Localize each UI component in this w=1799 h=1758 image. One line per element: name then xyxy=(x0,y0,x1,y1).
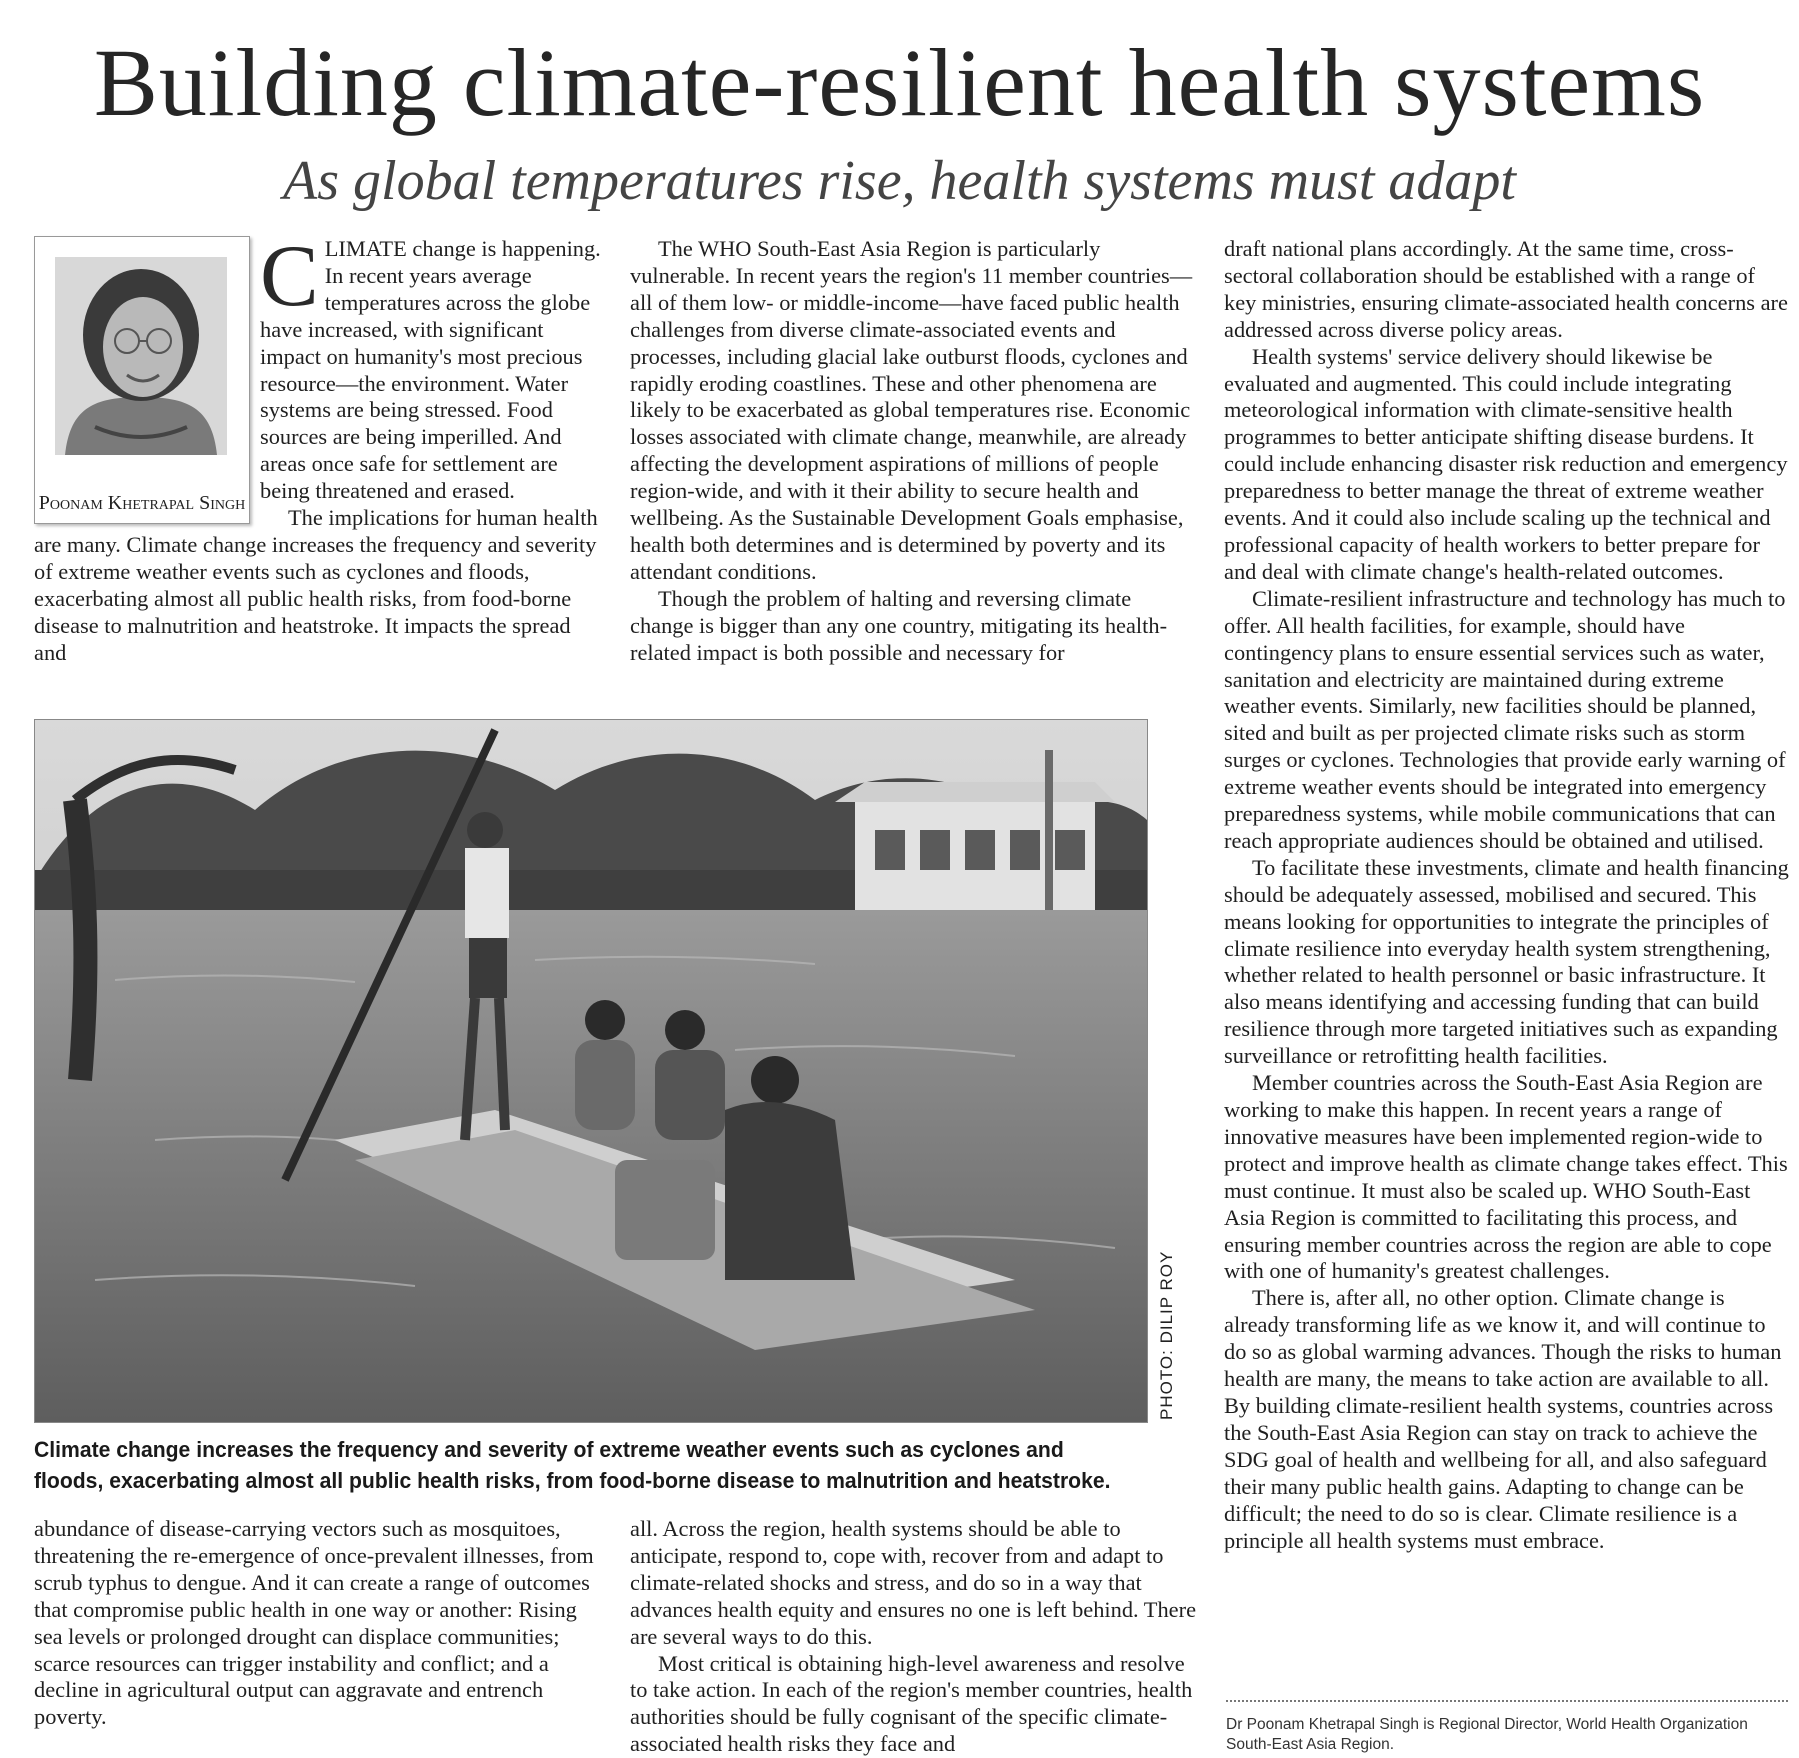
flood-raft-photo xyxy=(34,719,1148,1423)
paragraph-8: To facilitate these investments, climate and health financing should be adequately assessed, mobilised and secured. This means looking for opportunities to integrate the principles of climate resilience into everyday health system strengthening, whether related to health personnel or basic infrastructure. It also means identifying and accessing funding that can build resilience through more targeted initiatives such as expanding surveillance or retrofitting health facilities. xyxy=(1224,854,1789,1069)
paragraph-7: Climate-resilient infrastructure and technology has much to offer. All health facilities, for example, should have contingency plans to ensure essential services such as water, sanitation and electricity are maintained during extreme weather events. Similarly, new facilities should be planned, sited and built as per projected climate risks such as storm surges or cyclones. Technologies that provide early warning of extreme weather events should be integrated into emergency preparedness systems, while mobile communications that can reach appropriate audiences should be obtained and utilised. xyxy=(1224,585,1786,853)
photo-credit: PHOTO: DILIP ROY xyxy=(1157,1250,1176,1420)
footnote-divider xyxy=(1226,1700,1788,1702)
photo-caption: Climate change increases the frequency and severity of extreme weather events such as cyclones and floods, exacerbating almost all public health risks, from food-borne disease to malnutrition and heatstroke. xyxy=(34,1437,1111,1493)
paragraph-1: LIMATE change is happening. In recent years average temperatures across the globe have increased, with significant impact on humanity's most precious resource—the environment. Water systems are being stressed. Food sources are being imperilled. And areas once safe for settlement are being threatened and erased. xyxy=(260,236,601,504)
paragraph-2-continued: abundance of disease-carrying vectors such as mosquitoes, threatening the re-emergence of once-prevalent illnesses, from scrub typhus to dengue. And it can create a range of outcomes that compromise public health in one way or another: Rising sea levels or prolonged drought can displace communities; scarce resources can trigger instability and conflict; and a decline in agricultural output can aggravate and entrench poverty. xyxy=(34,1516,594,1730)
paragraph-4-start: Though the problem of halting and reversing climate change is bigger than any one country, mitigating its health-related impact is both possible and necessary for xyxy=(630,585,1168,665)
paragraph-5-start: Most critical is obtaining high-level awareness and resolve to take action. In each of the region's member countries, health authorities should be fully cognisant of the specific climate-associated health risks they face and xyxy=(630,1650,1193,1757)
author-byline: Poonam Khetrapal Singh xyxy=(38,492,246,514)
column-1-bottom xyxy=(34,1516,602,1731)
deck-subtitle: As global temperatures rise, health systems must adapt xyxy=(283,150,1516,212)
author-footnote: Dr Poonam Khetrapal Singh is Regional Director, World Health Organization South-East Asia Region. xyxy=(1226,1716,1748,1753)
paragraph-9: Member countries across the South-East Asia Region are working to make this happen. In recent years a range of innovative measures have been implemented region-wide to protect and improve health as climate change takes effect. This must continue. It must also be scaled up. WHO South-East Asia Region is committed to facilitating this process, and ensuring member countries across the region are able to cope with one of humanity's greatest challenges. xyxy=(1224,1070,1788,1284)
paragraph-4-continued: all. Across the region, health systems should be able to anticipate, respond to, cope with, recover from and adapt to climate-related shocks and stress, and do so in a way that advances health equity and ensures no one is left behind. There are several ways to do this. xyxy=(630,1516,1197,1649)
drop-cap: C xyxy=(260,228,319,325)
paragraph-2-start: The implications for human health are many. Climate change increases the frequency and severity of extreme weather events such as cyclones and floods, exacerbating almost all public health risks, from food-borne disease to malnutrition and heatstroke. It impacts the spread and xyxy=(34,505,598,665)
column-3 xyxy=(1224,236,1790,1554)
paragraph-6: Health systems' service delivery should likewise be evaluated and augmented. This could include integrating meteorological information with climate-sensitive health programmes to better anticipate shifting disease burdens. It could include enhancing disaster risk reduction and emergency preparedness to better manage the threat of extreme weather events. And it could also include scaling up the technical and professional capacity of health workers to better prepare for and deal with climate change's health-related outcomes. xyxy=(1224,343,1788,584)
paragraph-10: There is, after all, no other option. Climate change is already transforming life as we know it, and will continue to do so as global warming advances. Though the risks to human health are many, the means to take action are available to all. By building climate-resilient health systems, countries across the South-East Asia Region can stay on track to achieve the SDG goal of health and wellbeing for all, and also safeguard their many public health gains. Adapting to change can be difficult; the need to do so is clear. Climate resilience is a principle all health systems must embrace. xyxy=(1224,1285,1782,1553)
column-2-bottom xyxy=(630,1516,1198,1758)
column-1-top xyxy=(34,228,602,667)
column-2-top xyxy=(630,236,1198,667)
paragraph-3: The WHO South-East Asia Region is particularly vulnerable. In recent years the region's 11 member countries—all of them low- or middle-income—have faced public health challenges from diverse climate-associated events and processes, including glacial lake outburst floods, cyclones and rapidly eroding coastlines. These and other phenomena are likely to be exacerbated as global temperatures rise. Economic losses associated with climate change, meanwhile, are already affecting the development aspirations of millions of people region-wide, and with it their ability to secure health and wellbeing. As the Sustainable Development Goals emphasise, health both determines and is determined by poverty and its attendant conditions. xyxy=(630,236,1193,584)
author-portrait xyxy=(34,236,250,524)
author-photo xyxy=(55,257,227,455)
headline: Building climate-resilient health systems xyxy=(93,29,1706,136)
flood-scene-illustration xyxy=(35,720,1147,1422)
paragraph-5-continued: draft national plans accordingly. At the same time, cross-sectoral collaboration should be established with a range of key ministries, ensuring climate-associated health concerns are addressed across diverse policy areas. xyxy=(1224,236,1788,342)
